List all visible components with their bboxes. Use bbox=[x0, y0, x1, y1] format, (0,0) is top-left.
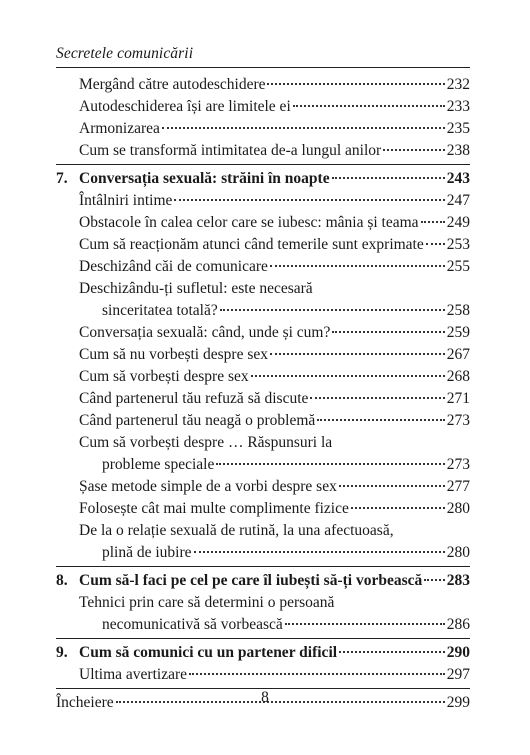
toc-entry-title bbox=[56, 168, 330, 190]
toc-row bbox=[79, 96, 470, 118]
dot-leader bbox=[383, 149, 445, 151]
toc-entry bbox=[79, 256, 470, 278]
toc-entry-title: Încheiere bbox=[56, 694, 114, 711]
toc-row bbox=[79, 256, 470, 278]
toc-page-number: 297 bbox=[446, 666, 470, 683]
toc-entry bbox=[79, 118, 470, 140]
dot-leader bbox=[162, 127, 445, 129]
toc-row bbox=[79, 498, 470, 520]
toc-page-number: 267 bbox=[446, 346, 470, 363]
chapter-title: Cum să-l faci pe cel pe care îl iubești să-ți vorbească bbox=[79, 572, 423, 589]
dot-leader bbox=[332, 177, 445, 179]
toc-entry-title: Deschizând căi de comunicare bbox=[79, 258, 268, 275]
page-number: 8 bbox=[261, 689, 269, 706]
toc-row bbox=[79, 454, 470, 476]
toc-row bbox=[79, 542, 470, 564]
dot-leader bbox=[421, 221, 445, 223]
toc-row bbox=[79, 190, 470, 212]
toc-chapter bbox=[56, 168, 470, 190]
toc-page-number: 233 bbox=[446, 98, 470, 115]
toc-entry-title: Folosește cât mai multe complimente fizice bbox=[79, 500, 349, 517]
toc-entry bbox=[79, 190, 470, 212]
toc-page-number: 232 bbox=[446, 76, 470, 93]
dot-leader bbox=[285, 623, 445, 625]
toc-page-number: 299 bbox=[446, 694, 470, 711]
toc-entry bbox=[79, 520, 470, 564]
chapter-number: 9. bbox=[56, 644, 68, 661]
toc-entry-title: probleme speciale bbox=[102, 456, 215, 473]
toc-row bbox=[79, 410, 470, 432]
dot-leader bbox=[216, 463, 444, 465]
toc-entry-line: Deschizându-ți sufletul: este necesară bbox=[79, 280, 313, 297]
toc-row bbox=[79, 664, 470, 686]
toc-entry-title: plină de iubire bbox=[102, 544, 192, 561]
toc-page-number: 271 bbox=[446, 390, 470, 407]
toc-row bbox=[79, 614, 470, 636]
dot-leader bbox=[267, 83, 444, 85]
toc-page-number: 280 bbox=[446, 500, 470, 517]
toc-entry-title: sinceritatea totală? bbox=[102, 302, 218, 319]
toc-entry bbox=[79, 592, 470, 636]
toc-entry-title: Obstacole în calea celor care se iubesc: mânia și teama bbox=[79, 214, 419, 231]
chapter-number: 8. bbox=[56, 572, 68, 589]
toc-row bbox=[79, 322, 470, 344]
toc-row bbox=[56, 642, 470, 664]
toc-page-number: 280 bbox=[446, 544, 470, 561]
toc-page-number: 255 bbox=[446, 258, 470, 275]
toc-entry-title: necomunicativă să vorbească bbox=[102, 616, 283, 633]
dot-leader bbox=[339, 485, 445, 487]
toc-page-number: 273 bbox=[446, 412, 470, 429]
dot-leader bbox=[310, 397, 444, 399]
toc-page-number: 273 bbox=[446, 456, 470, 473]
toc-page-number: 235 bbox=[446, 120, 470, 137]
section-divider bbox=[56, 566, 470, 567]
toc-entry bbox=[79, 664, 470, 686]
toc-row bbox=[79, 388, 470, 410]
toc-entry bbox=[79, 388, 470, 410]
chapter-title: Conversația sexuală: străini în noapte bbox=[79, 170, 330, 187]
dot-leader bbox=[251, 375, 445, 377]
toc-row bbox=[56, 168, 470, 190]
toc-entry-title: Cum să nu vorbești despre sex bbox=[79, 346, 268, 363]
toc-row bbox=[79, 476, 470, 498]
toc-page-number: 247 bbox=[446, 192, 470, 209]
dot-leader bbox=[174, 199, 444, 201]
toc-entry bbox=[79, 234, 470, 256]
dot-leader bbox=[270, 265, 445, 267]
toc-page-number: 258 bbox=[446, 302, 470, 319]
toc-page-number: 290 bbox=[446, 644, 470, 661]
toc-chapter bbox=[56, 642, 470, 664]
toc-entry bbox=[79, 96, 470, 118]
toc-entry bbox=[79, 498, 470, 520]
toc-page-number: 259 bbox=[446, 324, 470, 341]
toc-row bbox=[79, 118, 470, 140]
toc-entry-line: Cum să vorbești despre … Răspunsuri la bbox=[79, 434, 333, 451]
toc-entry-title: Armonizarea bbox=[79, 120, 160, 137]
dot-leader bbox=[332, 331, 444, 333]
dot-leader bbox=[189, 673, 445, 675]
toc-page-number: 253 bbox=[446, 236, 470, 253]
toc-entry-title: Cum să vorbești despre sex bbox=[79, 368, 249, 385]
toc-entry-line: De la o relație sexuală de rutină, la una afectuoasă, bbox=[79, 522, 394, 539]
toc-row bbox=[79, 140, 470, 162]
toc-page-number: 268 bbox=[446, 368, 470, 385]
toc-row bbox=[79, 74, 470, 96]
toc-entry-title: Ultima avertizare bbox=[79, 666, 188, 683]
toc-entry-title: Cum se transformă intimitatea de-a lungul anilor bbox=[79, 142, 382, 159]
toc-page-number: 238 bbox=[446, 142, 470, 159]
toc-entry bbox=[79, 278, 470, 322]
dot-leader bbox=[351, 507, 445, 509]
toc-entry bbox=[79, 140, 470, 162]
toc-entry-title bbox=[56, 570, 422, 592]
toc-page-number: 286 bbox=[446, 616, 470, 633]
toc-row bbox=[79, 300, 470, 322]
toc-entry-title: Autodeschiderea își are limitele ei bbox=[79, 98, 291, 115]
toc-entry bbox=[79, 74, 470, 96]
toc-entry bbox=[79, 366, 470, 388]
toc-entry-line: Tehnici prin care să determini o persoană bbox=[79, 594, 335, 611]
dot-leader bbox=[424, 579, 445, 581]
chapter-title: Cum să comunici cu un partener dificil bbox=[79, 644, 338, 661]
toc-entry-title: Când partenerul tău neagă o problemă bbox=[79, 412, 316, 429]
dot-leader bbox=[293, 105, 445, 107]
dot-leader bbox=[317, 419, 444, 421]
dot-leader bbox=[339, 651, 445, 653]
toc-entry bbox=[79, 432, 470, 476]
dot-leader bbox=[220, 309, 445, 311]
dot-leader bbox=[426, 243, 445, 245]
toc-row bbox=[56, 570, 470, 592]
toc-entry-title: Când partenerul tău refuză să discute bbox=[79, 390, 309, 407]
toc-entry-title: Întâlniri intime bbox=[79, 192, 173, 209]
toc-entry bbox=[79, 344, 470, 366]
toc-entry-title: Cum să reacționăm atunci când temerile sunt exprimate bbox=[79, 236, 424, 253]
toc-entry-title bbox=[56, 642, 337, 664]
toc-page-number: 249 bbox=[446, 214, 470, 231]
toc-row bbox=[79, 366, 470, 388]
section-divider bbox=[56, 638, 470, 639]
table-of-contents bbox=[56, 74, 470, 714]
header-rule bbox=[56, 67, 470, 68]
toc-entry bbox=[79, 476, 470, 498]
toc-row bbox=[79, 344, 470, 366]
toc-row bbox=[79, 234, 470, 256]
toc-page-number: 243 bbox=[446, 170, 470, 187]
toc-row bbox=[79, 212, 470, 234]
toc-entry-title: Mergând către autodeschidere bbox=[79, 76, 266, 93]
toc-page-number: 277 bbox=[446, 478, 470, 495]
section-divider bbox=[56, 164, 470, 165]
chapter-number: 7. bbox=[56, 170, 68, 187]
dot-leader bbox=[270, 353, 445, 355]
toc-entry bbox=[79, 410, 470, 432]
toc-entry bbox=[79, 212, 470, 234]
dot-leader bbox=[194, 551, 445, 553]
toc-page-number: 283 bbox=[446, 572, 470, 589]
toc-chapter bbox=[56, 570, 470, 592]
running-head: Secretele comunicării bbox=[56, 45, 194, 62]
toc-entry-title: Conversația sexuală: când, unde și cum? bbox=[79, 324, 331, 341]
toc-entry-title: Șase metode simple de a vorbi despre sex bbox=[79, 478, 337, 495]
toc-entry bbox=[79, 322, 470, 344]
